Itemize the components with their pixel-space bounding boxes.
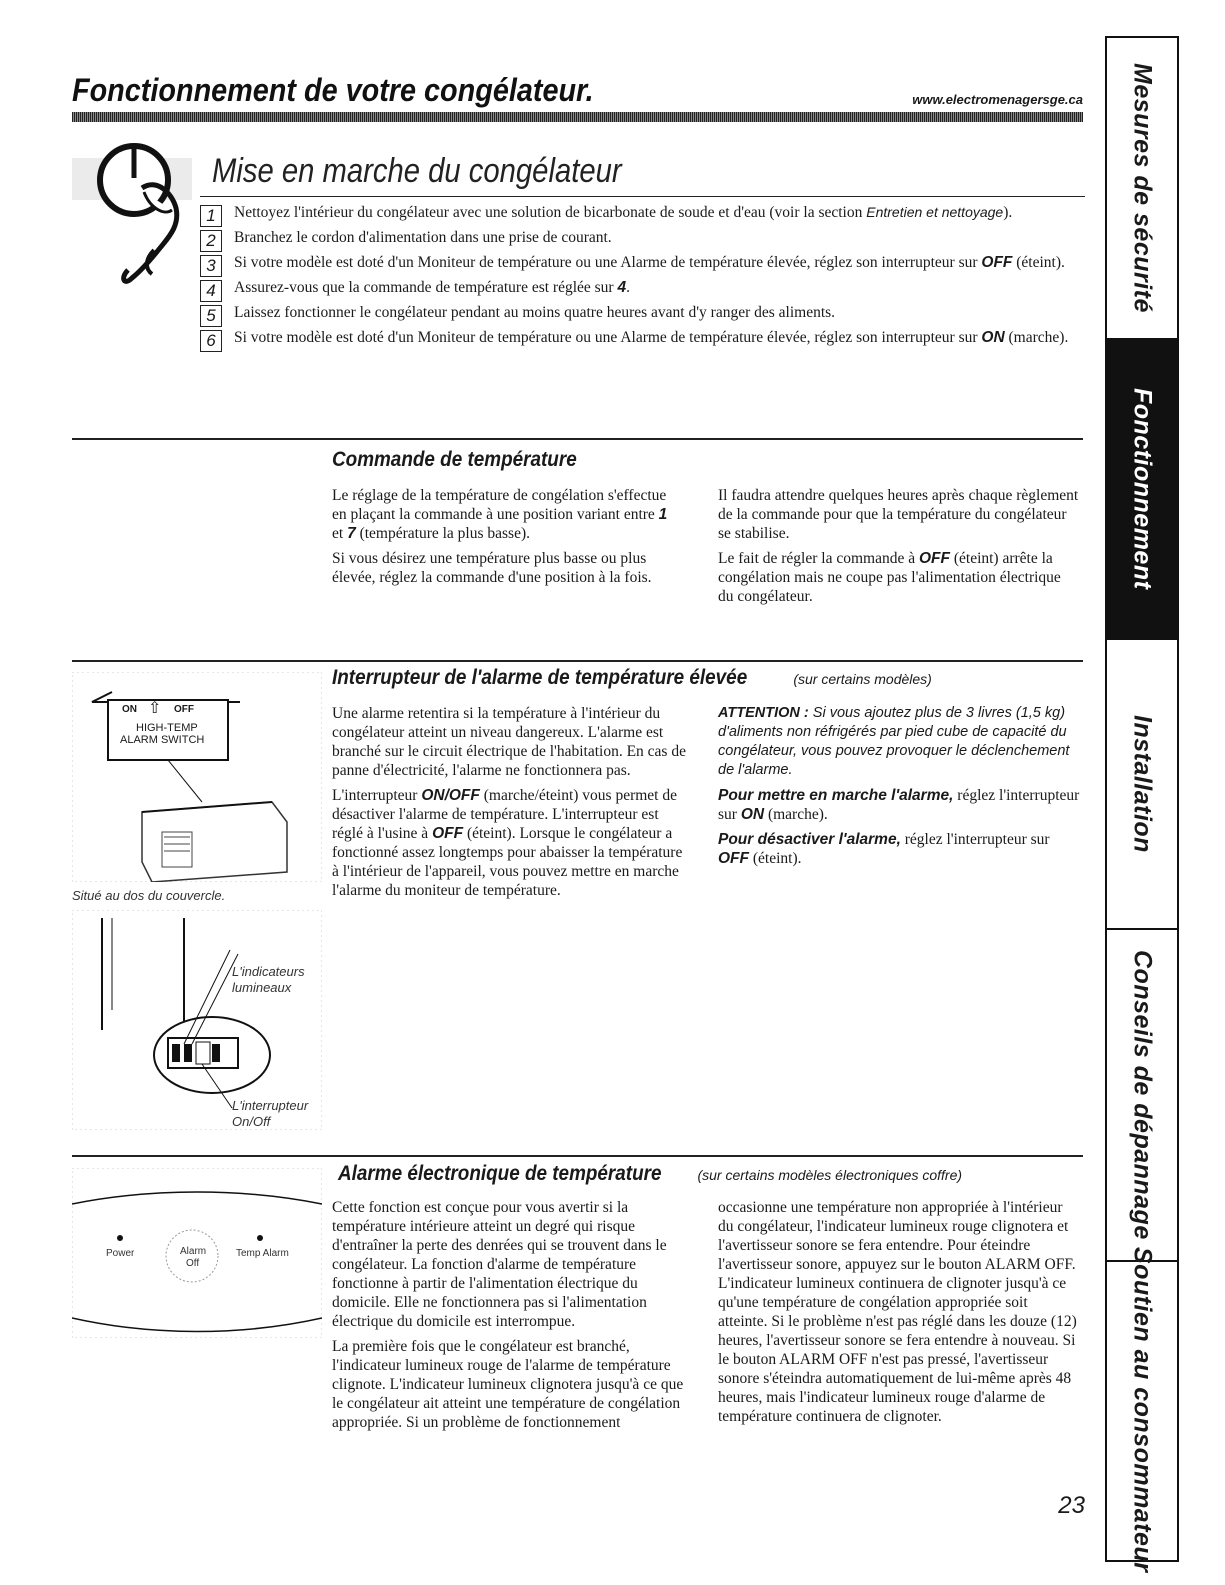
callout-switch-line2: On/Off <box>232 1114 271 1129</box>
paragraph-text: Le réglage de la température de congélation s'effectue en plaçant la commande à une position variant entre <box>332 487 667 523</box>
step-number: 2 <box>200 230 222 252</box>
temperature-control-left <box>332 486 682 593</box>
page-number: 23 <box>1058 1492 1085 1519</box>
paragraph-text: occasionne une température non appropriée à l'intérieur du congélateur, l'indicateur lumineux rouge clignotera et l'avertisseur sonore se fera entendre. Pour éteindre l'avertisseur sonore, appuyez sur le bouton ALARM OFF. L'indicateur lumineux continuera de clignoter jusqu'à ce qu'une température de congélation appropriée soit atteinte. Si le problème n'est pas réglé dans les douze (12) heures, l'avertisseur sonore se fera entendre à nouveau. Si le bouton ALARM OFF n'est pas pressé, l'avertisseur sonore s'éteindra automatiquement de lui-même après 48 heures, mais l'indicateur lumineux rouge d'alarme de température continuera de clignoter. <box>718 1199 1077 1425</box>
header-rule <box>72 112 1083 122</box>
setting-max: 7 <box>347 525 356 542</box>
tab-label: Soutien au consommateur <box>1128 1247 1157 1573</box>
temperature-control-right <box>718 486 1080 612</box>
paragraph-text: réglez l'interrupteur sur <box>718 787 1080 823</box>
off-label: OFF <box>432 825 464 842</box>
step-tail: ). <box>1003 204 1013 221</box>
section-title-start: Mise en marche du congélateur <box>212 152 622 190</box>
paragraph-text: (marche). <box>764 806 828 823</box>
section-divider <box>72 660 1083 662</box>
section-title-temperature-control: Commande de température <box>332 448 577 471</box>
step-item <box>200 203 1085 225</box>
step-emphasis: 4 <box>617 279 627 296</box>
paragraph-text: L'interrupteur <box>332 787 422 804</box>
step-item <box>200 278 1085 300</box>
section-divider <box>72 438 1083 440</box>
paragraph-text: (éteint). Lorsque le congélateur a fonctionné assez longtemps pour abaisser la température à l'intérieur de l'appareil, vous pouvez mettre en marche l'alarme du moniteur de température. <box>332 825 683 899</box>
step-number: 3 <box>200 255 222 277</box>
switch-off-label: OFF <box>174 704 194 715</box>
callout-switch-line1: L'interrupteur <box>232 1098 309 1113</box>
tab-installation[interactable] <box>1107 640 1177 930</box>
tab-safety[interactable] <box>1107 38 1177 340</box>
alarm-switch-left <box>332 704 687 906</box>
switch-arrow-icon: ⇧ <box>148 700 162 717</box>
power-indicator-label: Power <box>106 1248 135 1259</box>
section-divider <box>72 1155 1083 1157</box>
alarm-switch-illustration <box>72 672 322 882</box>
attention-text: Si vous ajoutez plus de 3 livres (1,5 kg) d'aliments non réfrigérés par pied cube de capacité du congélateur, vous pouvez provoquer le déclenchement de l'alarme. <box>718 705 1070 778</box>
attention-label: ATTENTION : <box>718 705 809 721</box>
side-tab-nav <box>1105 36 1179 1573</box>
onoff-label: ON/OFF <box>421 787 480 804</box>
tab-troubleshooting[interactable] <box>1107 930 1177 1262</box>
off-label: OFF <box>918 550 950 567</box>
step-number: 6 <box>200 330 222 352</box>
disable-alarm-label: Pour désactiver l'alarme, <box>718 831 901 848</box>
paragraph-text: Cette fonction est conçue pour vous avertir si la température intérieure atteint un degré qui risque d'entraîner la perte des denrées qui se trouvent dans le congélateur. La fonction d'alarme de température fonctionne à partir de l'alimentation électrique du domicile. Elle ne fonctionnera pas si l'alimentation électrique du domicile est interrompue. <box>332 1199 667 1330</box>
step-tail: (marche). <box>1004 329 1069 346</box>
off-label: OFF <box>718 850 749 867</box>
electronic-alarm-left <box>332 1198 687 1438</box>
tab-label: Fonctionnement <box>1128 388 1157 590</box>
step-emphasis: OFF <box>981 254 1013 271</box>
switch-on-label: ON <box>122 704 137 715</box>
temp-alarm-indicator-label: Temp Alarm <box>236 1248 289 1259</box>
section-heading: Interrupteur de l'alarme de température élevée <box>332 666 748 689</box>
section-note: (sur certains modèles) <box>793 671 932 687</box>
figure-caption: Situé au dos du couvercle. <box>72 888 226 903</box>
step-tail: (éteint). <box>1012 254 1065 271</box>
step-number: 1 <box>200 205 222 227</box>
switch-label-line1: HIGH-TEMP <box>136 722 198 734</box>
step-text: Laissez fonctionner le congélateur pendant au moins quatre heures avant d'y ranger des aliments. <box>234 304 836 321</box>
paragraph-text: Si vous désirez une température plus basse ou plus élevée, réglez la commande d'une position à la fois. <box>332 550 652 586</box>
step-item <box>200 328 1085 350</box>
section-heading: Alarme électronique de température <box>338 1162 662 1185</box>
paragraph-text: Une alarme retentira si la température à l'intérieur du congélateur atteint un niveau dangereux. L'alarme est branché sur le circuit électrique de l'habitation. En cas de panne d'électricité, l'alarme ne fonctionnera pas. <box>332 705 686 779</box>
tab-label: Installation <box>1128 715 1157 853</box>
step-text: Assurez-vous que la commande de température est réglée sur <box>234 279 618 296</box>
paragraph-text: La première fois que le congélateur est branché, l'indicateur lumineux rouge de l'alarme de température clignote. L'indicateur lumineux clignotera jusqu'à ce que le congélateur ait atteint une température de congélation appropriée. Si un problème de fonctionnement <box>332 1338 684 1431</box>
callout-indicators-line2: lumineaux <box>232 980 292 995</box>
page-title: Fonctionnement de votre congélateur. <box>72 72 594 108</box>
electronic-alarm-right <box>718 1198 1080 1432</box>
tab-operation[interactable] <box>1107 340 1177 640</box>
paragraph-text: et <box>332 525 348 542</box>
tab-label: Conseils de dépannage <box>1128 950 1157 1240</box>
section-title-rule <box>200 196 1085 197</box>
switch-label-line2: ALARM SWITCH <box>120 734 205 746</box>
step-item <box>200 303 1085 325</box>
dial-hand-icon <box>72 138 192 288</box>
step-number: 4 <box>200 280 222 302</box>
callout-indicators-line1: L'indicateurs <box>232 964 305 979</box>
section-title-alarm-switch <box>332 666 932 690</box>
steps-list <box>200 203 1085 353</box>
alarm-off-button-label-2: Off <box>186 1258 200 1269</box>
setting-min: 1 <box>658 506 668 523</box>
paragraph-text: (éteint) arrête la congélation mais ne coupe pas l'alimentation électrique du congélateur. <box>718 550 1061 605</box>
paragraph-text: (température la plus basse). <box>355 525 530 542</box>
section-note: (sur certains modèles électroniques coffre) <box>697 1167 963 1183</box>
alarm-off-button-label: Alarm <box>180 1246 207 1257</box>
freezer-indicators-illustration <box>72 910 322 1130</box>
paragraph-text: (marche/éteint) vous permet de désactiver l'alarme de température. L'interrupteur est réglé à l'usine à <box>332 787 677 842</box>
paragraph-text: (éteint). <box>749 850 802 867</box>
tab-label: Mesures de sécurité <box>1128 63 1157 313</box>
tab-consumer-support[interactable] <box>1107 1247 1177 1573</box>
paragraph-text: réglez l'interrupteur sur <box>900 831 1050 848</box>
step-item <box>200 253 1085 275</box>
step-emphasis: ON <box>981 329 1005 346</box>
on-label: ON <box>740 806 765 823</box>
step-text: Si votre modèle est doté d'un Moniteur de température ou une Alarme de température élevée, réglez son interrupteur sur <box>234 329 982 346</box>
enable-alarm-label: Pour mettre en marche l'alarme, <box>718 787 954 804</box>
step-item <box>200 228 1085 250</box>
website-url[interactable]: www.electromenagersge.ca <box>912 92 1083 107</box>
step-text: Si votre modèle est doté d'un Moniteur de température ou une Alarme de température élevée, réglez son interrupteur sur <box>234 254 982 271</box>
step-text: Nettoyez l'intérieur du congélateur avec une solution de bicarbonate de soude et d'eau (voir la section <box>234 204 867 221</box>
alarm-switch-right <box>718 704 1080 874</box>
step-tail: . <box>626 279 630 296</box>
step-emphasis: Entretien et nettoyage <box>866 204 1004 220</box>
paragraph-text: Il faudra attendre quelques heures après chaque règlement de la commande pour que la température du congélateur se stabilise. <box>718 487 1079 542</box>
step-number: 5 <box>200 305 222 327</box>
step-text: Branchez le cordon d'alimentation dans une prise de courant. <box>234 229 612 246</box>
paragraph-text: Le fait de régler la commande à <box>718 550 919 567</box>
section-title-electronic-alarm <box>338 1162 962 1186</box>
